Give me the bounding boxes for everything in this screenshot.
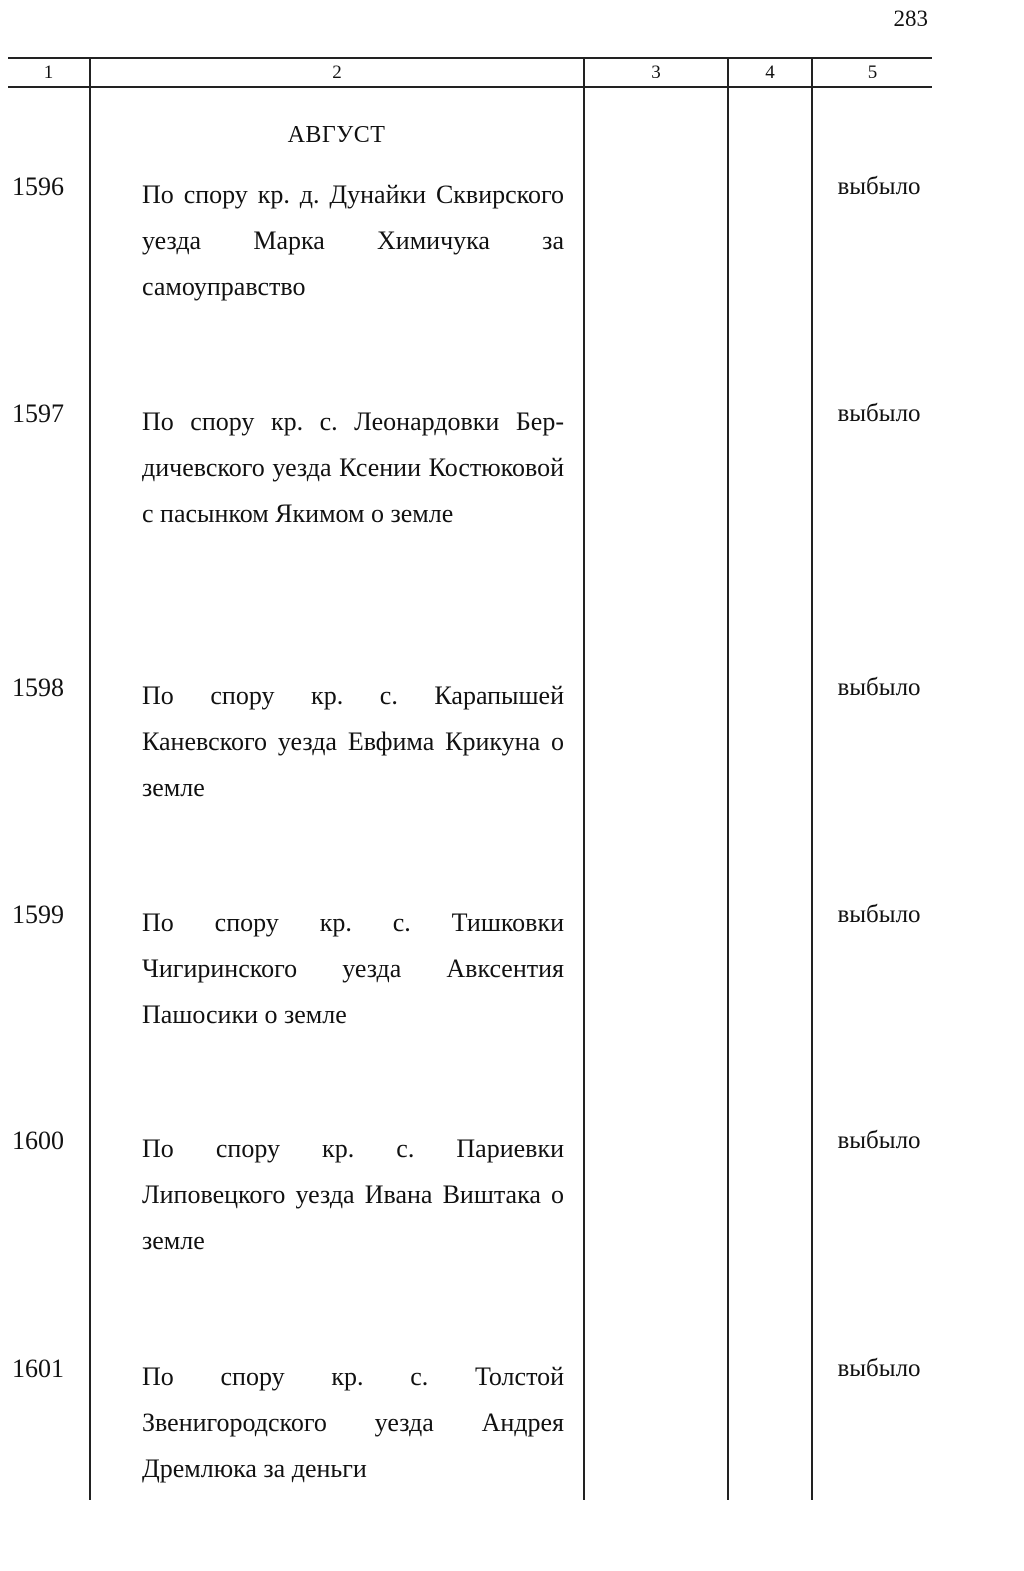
header-bottom-rule [8,86,932,88]
column-header-1: 1 [43,62,54,83]
table-row [0,673,1024,813]
table-row [0,1354,1024,1494]
entry-number: 1596 [12,172,64,201]
table-row [0,172,1024,312]
entry-status: выбыло [837,1127,921,1154]
entry-status: выбыло [837,674,921,701]
entry-number: 1599 [12,900,64,929]
table-top-rule [8,57,932,59]
table-row [0,399,1024,539]
entry-description: По спору кр. с. Париевки Липовецкого уезда Ивана Виштака о земле [142,1134,564,1255]
entry-status: выбыло [837,400,921,427]
entry-number: 1598 [12,673,64,702]
entry-description: По спору кр. с. Толстой Звенигородского уезда Андрея Дремлюка за деньги [142,1362,564,1483]
entry-description: По спору кр. с. Тишковки Чигиринского уезда Авксентия Пашосики о земле [142,908,564,1029]
column-header-5: 5 [867,62,878,83]
table-row [0,900,1024,1040]
entry-description: По спору кр. с. Леонардовки Бер-дичевского уезда Ксении Костюковой с пасынком Якимом о земле [142,407,564,528]
entry-description: По спору кр. с. Карапышей Каневского уезда Евфима Крикуна о земле [142,681,564,802]
entry-status: выбыло [837,1355,921,1382]
page-number: 283 [893,6,928,31]
table-row [0,1126,1024,1266]
entry-number: 1601 [12,1354,64,1383]
entry-status: выбыло [837,901,921,928]
entry-number: 1597 [12,399,64,428]
section-title: АВГУСТ [287,122,386,148]
entry-description: По спору кр. д. Дунайки Сквирского уезда Марка Химичука за самоуправство [142,180,564,301]
column-header-3: 3 [651,62,661,83]
column-header-2: 2 [332,62,342,83]
entry-number: 1600 [12,1126,64,1155]
column-header-4: 4 [765,62,775,83]
entry-status: выбыло [837,173,921,200]
